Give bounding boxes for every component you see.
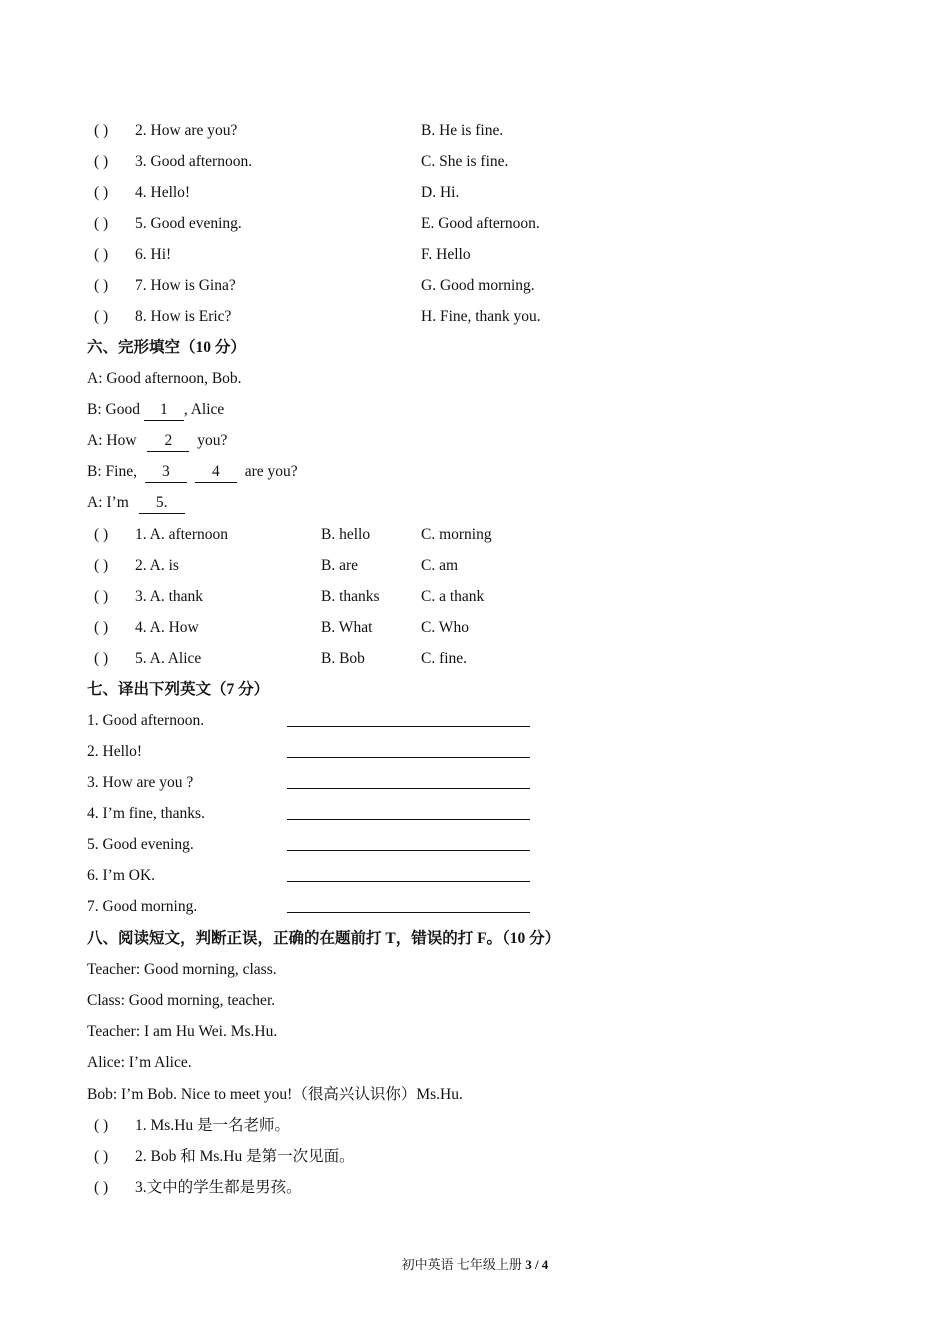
- answer-paren[interactable]: ( ): [94, 122, 109, 139]
- option-row: [0, 616, 950, 640]
- translate-row: [0, 895, 950, 919]
- cloze-blank-3[interactable]: 3: [145, 462, 187, 483]
- judge-question: 1. Ms.Hu 是一名老师。: [135, 1117, 291, 1134]
- dialogue-line: B: Good 1 , Alice: [87, 398, 224, 422]
- answer-paren[interactable]: ( ): [94, 308, 109, 325]
- answer-paren[interactable]: ( ): [94, 277, 109, 294]
- matching-question: 4. Hello!: [135, 184, 191, 201]
- answer-line[interactable]: [287, 788, 530, 789]
- section-heading: 七、译出下列英文（7 分）: [87, 681, 270, 698]
- answer-paren[interactable]: ( ): [94, 246, 109, 263]
- section-heading: 八、阅读短文，判断正误，正确的在题前打 T，错误的打 F。（10 分）: [87, 930, 561, 947]
- matching-question: 7. How is Gina?: [135, 277, 236, 294]
- page-footer: [0, 1255, 950, 1275]
- option-b: B. What: [321, 619, 373, 636]
- translate-row: [0, 864, 950, 888]
- option-a: 3. A. thank: [135, 588, 204, 605]
- answer-line[interactable]: [287, 881, 530, 882]
- passage-line: Teacher: I am Hu Wei. Ms.Hu.: [87, 1023, 278, 1040]
- matching-row: [0, 305, 950, 329]
- option-a: 5. A. Alice: [135, 650, 202, 667]
- answer-line[interactable]: [287, 726, 530, 727]
- matching-row: [0, 212, 950, 236]
- option-c: C. fine.: [421, 650, 468, 667]
- translate-prompt: 7. Good morning.: [87, 898, 198, 915]
- option-row: [0, 647, 950, 671]
- option-a: 2. A. is: [135, 557, 179, 574]
- judge-row: [0, 1176, 950, 1200]
- judge-row: [0, 1114, 950, 1138]
- answer-paren[interactable]: ( ): [94, 153, 109, 170]
- matching-question: 5. Good evening.: [135, 215, 242, 232]
- matching-answer: B. He is fine.: [421, 122, 504, 139]
- answer-paren[interactable]: ( ): [94, 526, 109, 543]
- matching-row: [0, 274, 950, 298]
- passage-line: Alice: I’m Alice.: [87, 1054, 192, 1071]
- matching-answer: D. Hi.: [421, 184, 460, 201]
- dialogue-line: A: I’m 5.: [87, 491, 185, 515]
- judge-question: 2. Bob 和 Ms.Hu 是第一次见面。: [135, 1148, 355, 1165]
- dialogue-line: A: Good afternoon, Bob.: [87, 370, 242, 387]
- option-c: C. Who: [421, 619, 469, 636]
- cloze-blank-4[interactable]: 4: [195, 462, 237, 483]
- passage-line: Teacher: Good morning, class.: [87, 961, 277, 978]
- option-b: B. are: [321, 557, 359, 574]
- answer-paren[interactable]: ( ): [94, 1117, 109, 1134]
- judge-row: [0, 1145, 950, 1169]
- option-a: 4. A. How: [135, 619, 199, 636]
- answer-paren[interactable]: ( ): [94, 557, 109, 574]
- passage-line: Bob: I’m Bob. Nice to meet you!（很高兴认识你）Ms.Hu.: [87, 1086, 463, 1103]
- answer-paren[interactable]: ( ): [94, 650, 109, 667]
- matching-question: 8. How is Eric?: [135, 308, 232, 325]
- answer-paren[interactable]: ( ): [94, 1179, 109, 1196]
- cloze-blank-1[interactable]: 1: [144, 400, 184, 421]
- option-row: [0, 554, 950, 578]
- answer-line[interactable]: [287, 912, 530, 913]
- answer-line[interactable]: [287, 757, 530, 758]
- option-b: B. thanks: [321, 588, 380, 605]
- matching-question: 6. Hi!: [135, 246, 172, 263]
- matching-row: [0, 150, 950, 174]
- option-c: C. am: [421, 557, 459, 574]
- matching-answer: F. Hello: [421, 246, 471, 263]
- translate-prompt: 3. How are you ?: [87, 774, 194, 791]
- matching-question: 3. Good afternoon.: [135, 153, 253, 170]
- answer-line[interactable]: [287, 819, 530, 820]
- matching-row: [0, 119, 950, 143]
- matching-question: 2. How are you?: [135, 122, 238, 139]
- translate-row: [0, 740, 950, 764]
- translate-row: [0, 771, 950, 795]
- option-row: [0, 523, 950, 547]
- matching-answer: G. Good morning.: [421, 277, 535, 294]
- translate-prompt: 2. Hello!: [87, 743, 143, 760]
- option-c: C. morning: [421, 526, 492, 543]
- translate-prompt: 5. Good evening.: [87, 836, 194, 853]
- dialogue-line: A: How 2 you?: [87, 429, 227, 453]
- passage-line: Class: Good morning, teacher.: [87, 992, 276, 1009]
- answer-paren[interactable]: ( ): [94, 588, 109, 605]
- translate-prompt: 1. Good afternoon.: [87, 712, 205, 729]
- cloze-blank-2[interactable]: 2: [147, 431, 189, 452]
- answer-paren[interactable]: ( ): [94, 619, 109, 636]
- cloze-blank-5[interactable]: 5.: [139, 493, 185, 514]
- translate-prompt: 6. I’m OK.: [87, 867, 156, 884]
- matching-answer: E. Good afternoon.: [421, 215, 540, 232]
- matching-row: [0, 181, 950, 205]
- matching-answer: C. She is fine.: [421, 153, 509, 170]
- answer-line[interactable]: [287, 850, 530, 851]
- option-a: 1. A. afternoon: [135, 526, 228, 543]
- answer-paren[interactable]: ( ): [94, 184, 109, 201]
- translate-row: [0, 709, 950, 733]
- option-b: B. Bob: [321, 650, 365, 667]
- translate-row: [0, 802, 950, 826]
- judge-question: 3.文中的学生都是男孩。: [135, 1179, 302, 1196]
- translate-row: [0, 833, 950, 857]
- matching-row: [0, 243, 950, 267]
- matching-answer: H. Fine, thank you.: [421, 308, 541, 325]
- answer-paren[interactable]: ( ): [94, 215, 109, 232]
- section-heading: 六、完形填空（10 分）: [87, 339, 246, 356]
- footer-text: 初中英语 七年级上册: [401, 1257, 526, 1272]
- answer-paren[interactable]: ( ): [94, 1148, 109, 1165]
- page-number: 3 / 4: [525, 1257, 549, 1272]
- translate-prompt: 4. I’m fine, thanks.: [87, 805, 205, 822]
- option-row: [0, 585, 950, 609]
- dialogue-line: B: Fine, 3 4 are you?: [87, 460, 298, 484]
- option-c: C. a thank: [421, 588, 485, 605]
- option-b: B. hello: [321, 526, 371, 543]
